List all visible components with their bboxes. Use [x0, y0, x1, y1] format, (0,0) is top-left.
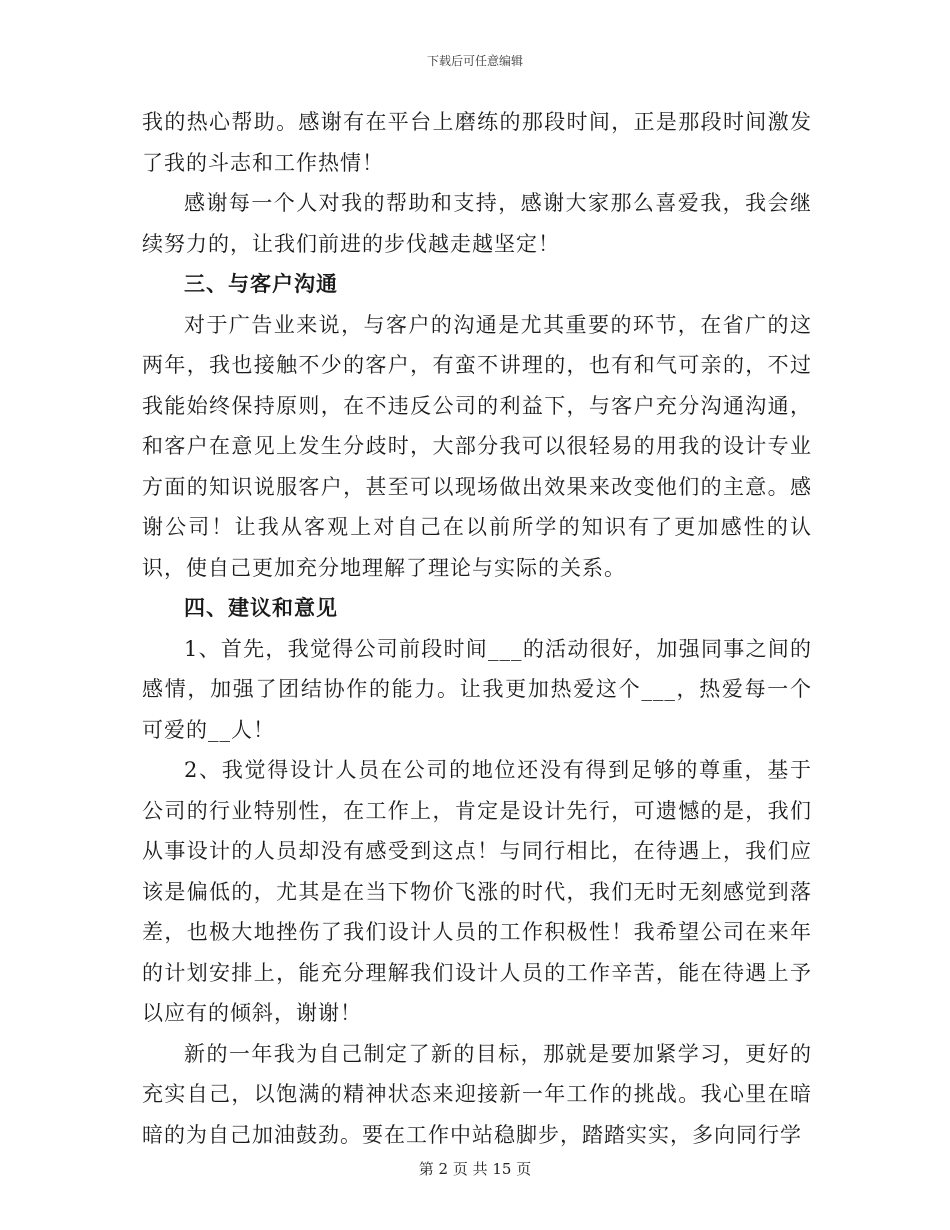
page-footer: 第 2 页 共 15 页 [418, 1160, 532, 1178]
paragraph-suggestion-1: 1、首先，我觉得公司前段时间___的活动很好，加强同事之间的感情，加强了团结协作的能力。让我更加热爱这个___，热爱每一个可爱的__人！ [142, 636, 812, 742]
page-header: 下载后可任意编辑 [426, 54, 523, 68]
section-heading-suggestions: 四、建议和意见 [184, 595, 338, 620]
paragraph-new-year-goals: 新的一年我为自己制定了新的目标，那就是要加紧学习，更好的充实自己，以饱满的精神状态来迎接新一年工作的挑战。我心里在暗暗的为自己加油鼓劲。要在工作中站稳脚步，踏踏实实，多向同行学 [142, 1041, 812, 1147]
paragraph-thanks: 感谢每一个人对我的帮助和支持，感谢大家那么喜爱我，我会继续努力的，让我们前进的步伐越走越坚定！ [142, 191, 812, 256]
paragraph-continuation: 我的热心帮助。感谢有在平台上磨练的那段时间，正是那段时间激发了我的斗志和工作热情！ [142, 110, 812, 175]
paragraph-suggestion-2: 2、我觉得设计人员在公司的地位还没有得到足够的尊重，基于公司的行业特别性，在工作上，肯定是设计先行，可遗憾的是，我们从事设计的人员却没有感受到这点！与同行相比，在待遇上，我们应该是偏低的，尤其是在当下物价飞涨的时代，我们无时无刻感觉到落差，也极大地挫伤了我们设计人员的工作积极性！我希望公司在来年的计划安排上，能充分理解我们设计人员的工作辛苦，能在待遇上予以应有的倾斜，谢谢！ [142, 758, 812, 1025]
document-body [142, 102, 812, 1155]
paragraph-customer-communication: 对于广告业来说，与客户的沟通是尤其重要的环节，在省广的这两年，我也接触不少的客户，有蛮不讲理的，也有和气可亲的，不过我能始终保持原则，在不违反公司的利益下，与客户充分沟通沟通，和客户在意见上发生分歧时，大部分我可以很轻易的用我的设计专业方面的知识说服客户，甚至可以现场做出效果来改变他们的主意。感谢公司！让我从客观上对自己在以前所学的知识有了更加感性的认识，使自己更加充分地理解了理论与实际的关系。 [142, 312, 812, 580]
section-heading-customer-communication: 三、与客户沟通 [184, 271, 338, 296]
